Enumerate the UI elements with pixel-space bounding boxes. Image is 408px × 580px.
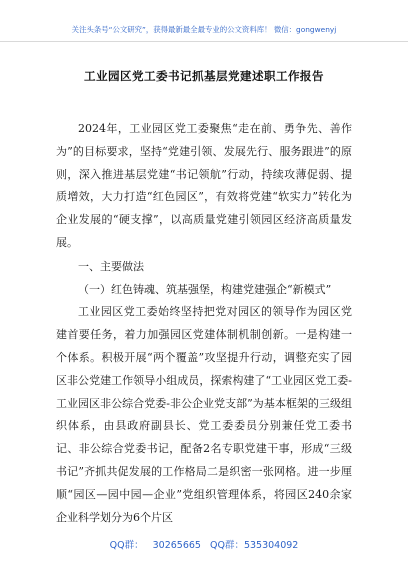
section-heading-1: 一、主要做法 bbox=[78, 259, 144, 273]
intro-paragraph: 2024年，工业园区党工委聚焦“走在前、勇争先、善作为”的目标要求，坚持“党建引领、发展先行、服务跟进”的原则，深入推进基层党建“书记领航”行动，持续攻薄促弱、提质增效，大力打造“红色园区”，有效将党建“软实力”转化为企业发展的“硬支撑”，以高质量党建引领园区经济高质量发展。 bbox=[56, 122, 352, 249]
qq-group-footer: QQ群： 30265665 QQ群：535304092 bbox=[109, 540, 299, 551]
promo-banner: 关注头条号“公文研究”，获得最新最全最专业的公文资料库！ 微信：gongwenyj bbox=[71, 25, 337, 34]
subsection-heading-1: （一）红色铸魂、筑基强堡，构建党建强企“新模式” bbox=[78, 282, 332, 296]
header-divider bbox=[0, 41, 408, 42]
body-paragraph-1: 工业园区党工委始终坚持把党对园区的领导作为园区党建首要任务，着力加强园区党建体制机制创新。一是构建一个体系。积极开展“两个覆盖”攻坚提升行动，调整充实了园区非公党建工作领导小组成员，探索构建了“工业园区党工委-工业园区非公综合党委-非公企业党支部”为基本框架的三级组织体系，由县政府副县长、党工委委员分别兼任党工委书记、非公综合党委书记，配备2名专职党建干事，形成“三级书记”齐抓共促发展的工作格局二是织密一张网格。进一步厘顺“园区—园中园—企业”党组织管理体系，将园区240余家企业科学划分为6个片区 bbox=[56, 305, 352, 524]
document-title: 工业园区党工委书记抓基层党建述职工作报告 bbox=[84, 69, 324, 83]
document-body bbox=[56, 118, 352, 529]
